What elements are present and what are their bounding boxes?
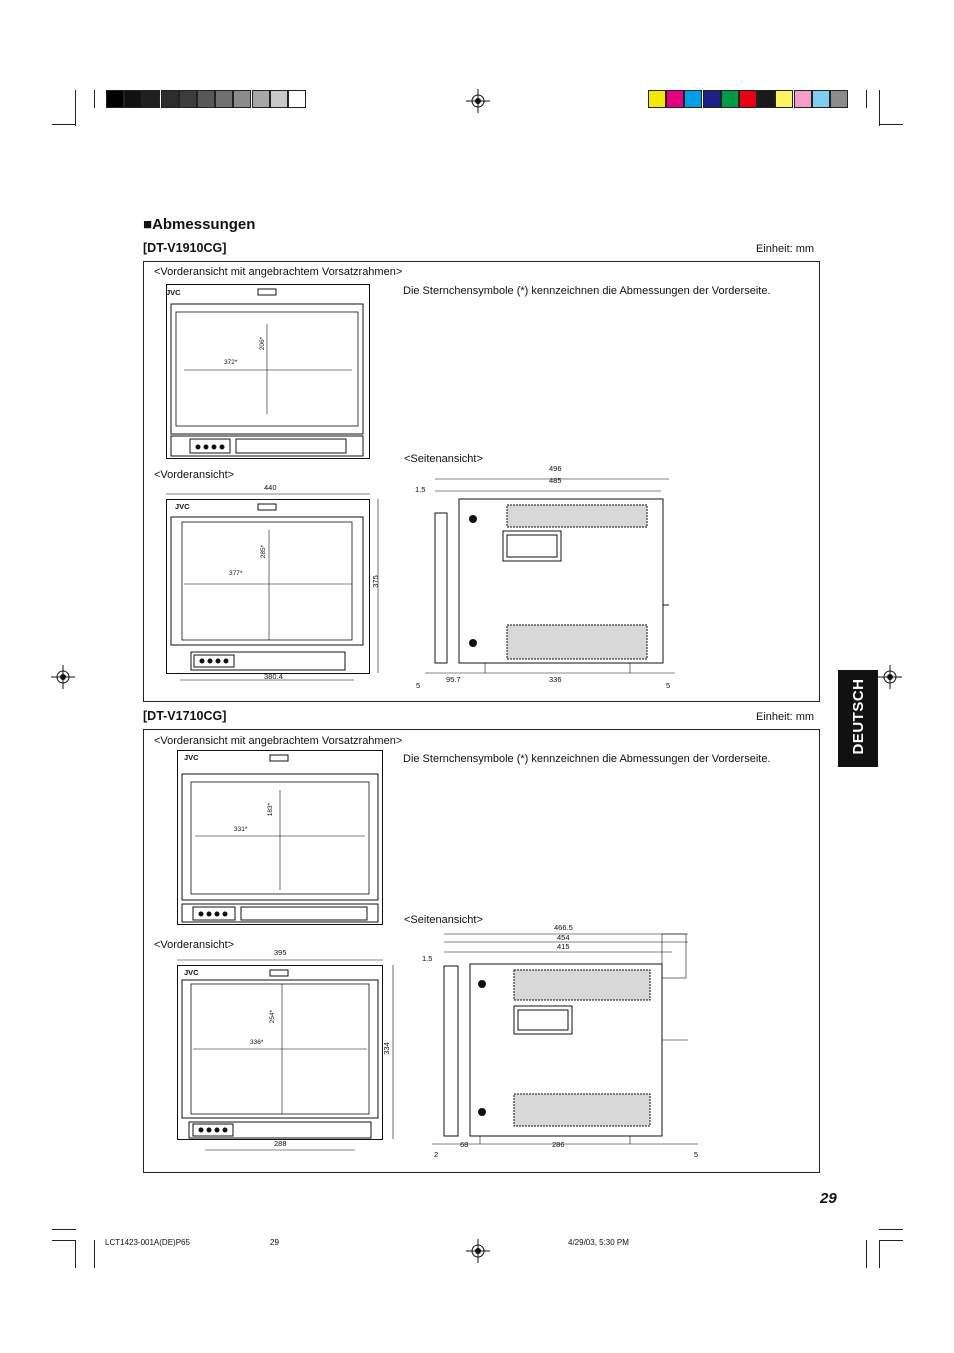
dim-side-depth: 485 <box>549 476 562 485</box>
dim-side-foot-left: 2 <box>434 1150 439 1159</box>
dim-front-width: 395 <box>274 948 287 957</box>
asterisk-note: Die Sternchensymbole (*) kennzeichnen die Abmessungen der Vorderseite. <box>403 285 771 297</box>
dim-front-inner-width: 336* <box>250 1039 264 1046</box>
grayscale-swatch <box>233 90 251 108</box>
dim-front-inner-height: 285* <box>260 544 268 559</box>
color-swatch <box>703 90 721 108</box>
front-view-with-frame-drawing <box>177 750 383 926</box>
side-caption: <Seitenansicht> <box>404 914 483 926</box>
unit-label: Einheit: mm <box>756 711 815 723</box>
brand-logo: JVC <box>175 502 190 511</box>
grayscale-swatch <box>106 90 124 108</box>
dim-side-lip: 1.5 <box>415 485 426 494</box>
color-swatch <box>721 90 739 108</box>
grayscale-swatch <box>142 90 160 108</box>
dim-side-base: 286 <box>552 1140 565 1149</box>
dim-side-depth: 454 <box>557 933 570 942</box>
front-with-frame-caption: <Vorderansicht mit angebrachtem Vorsatzrahmen> <box>154 266 403 278</box>
dim-front-base: 380.4 <box>264 672 283 681</box>
dim-frame-height: 206* <box>259 336 267 351</box>
footer-file: LCT1423-001A(DE)P65 <box>105 1238 190 1247</box>
side-view-drawing <box>425 475 681 680</box>
dim-side-lip: 1.5 <box>422 954 433 963</box>
dim-side-foot-right: 5 <box>694 1150 699 1159</box>
dim-side-depth-total: 466.5 <box>554 923 573 932</box>
dim-frame-height: 183* <box>267 802 275 817</box>
color-swatch <box>775 90 793 108</box>
front-caption: <Vorderansicht> <box>154 469 235 481</box>
section-title: ■Abmessungen <box>143 216 256 233</box>
dim-side-base: 336 <box>549 675 562 684</box>
side-view-drawing <box>432 930 706 1152</box>
dim-front-inner-width: 377* <box>229 570 243 577</box>
grayscale-swatch <box>252 90 270 108</box>
unit-label: Einheit: mm <box>756 243 815 255</box>
registration-mark-right <box>878 665 902 689</box>
color-swatch <box>739 90 757 108</box>
dim-side-offset: 68 <box>460 1140 469 1149</box>
registration-mark-bottom <box>466 1239 490 1263</box>
front-with-frame-caption: <Vorderansicht mit angebrachtem Vorsatzrahmen> <box>154 735 403 747</box>
dim-front-height: 375 <box>370 575 380 588</box>
dim-front-inner-height: 254* <box>269 1009 277 1024</box>
model-name: [DT-V1710CG] <box>143 709 227 723</box>
grayscale-swatch <box>161 90 179 108</box>
side-caption: <Seitenansicht> <box>404 453 483 465</box>
front-view-with-frame-drawing <box>166 284 370 460</box>
page-number: 29 <box>820 1190 837 1207</box>
dim-side-foot-right: 5 <box>666 681 671 690</box>
grayscale-swatch <box>215 90 233 108</box>
grayscale-swatch <box>124 90 142 108</box>
dim-frame-width: 372* <box>224 359 238 366</box>
dim-frame-width: 331* <box>234 826 248 833</box>
color-swatch <box>648 90 666 108</box>
brand-logo: JVC <box>166 288 181 297</box>
grayscale-swatch <box>270 90 288 108</box>
dim-side-depth-total: 496 <box>549 464 562 473</box>
brand-logo: JVC <box>184 968 199 977</box>
color-swatch <box>794 90 812 108</box>
color-swatch <box>666 90 684 108</box>
registration-mark-left <box>51 665 75 689</box>
dim-front-base: 288 <box>274 1139 287 1148</box>
footer-date: 4/29/03, 5:30 PM <box>568 1238 629 1247</box>
color-swatch <box>684 90 702 108</box>
asterisk-note: Die Sternchensymbole (*) kennzeichnen die Abmessungen der Vorderseite. <box>403 753 771 765</box>
front-caption: <Vorderansicht> <box>154 939 235 951</box>
registration-mark-top <box>466 89 490 113</box>
grayscale-swatch <box>179 90 197 108</box>
dim-side-foot-left: 5 <box>416 681 421 690</box>
color-swatch <box>830 90 848 108</box>
grayscale-swatch <box>197 90 215 108</box>
color-swatch <box>757 90 775 108</box>
brand-logo: JVC <box>184 753 199 762</box>
model-name: [DT-V1910CG] <box>143 241 227 255</box>
front-view-drawing <box>177 956 399 1152</box>
dim-front-width: 440 <box>264 483 277 492</box>
dim-side-offset: 95.7 <box>446 675 461 684</box>
dim-front-height: 334 <box>381 1042 391 1055</box>
footer-page: 29 <box>270 1238 279 1247</box>
color-swatch <box>812 90 830 108</box>
grayscale-swatch <box>288 90 306 108</box>
dim-side-depth-inner: 415 <box>557 942 570 951</box>
front-view-drawing <box>166 490 386 682</box>
language-tab: DEUTSCH <box>838 670 878 767</box>
